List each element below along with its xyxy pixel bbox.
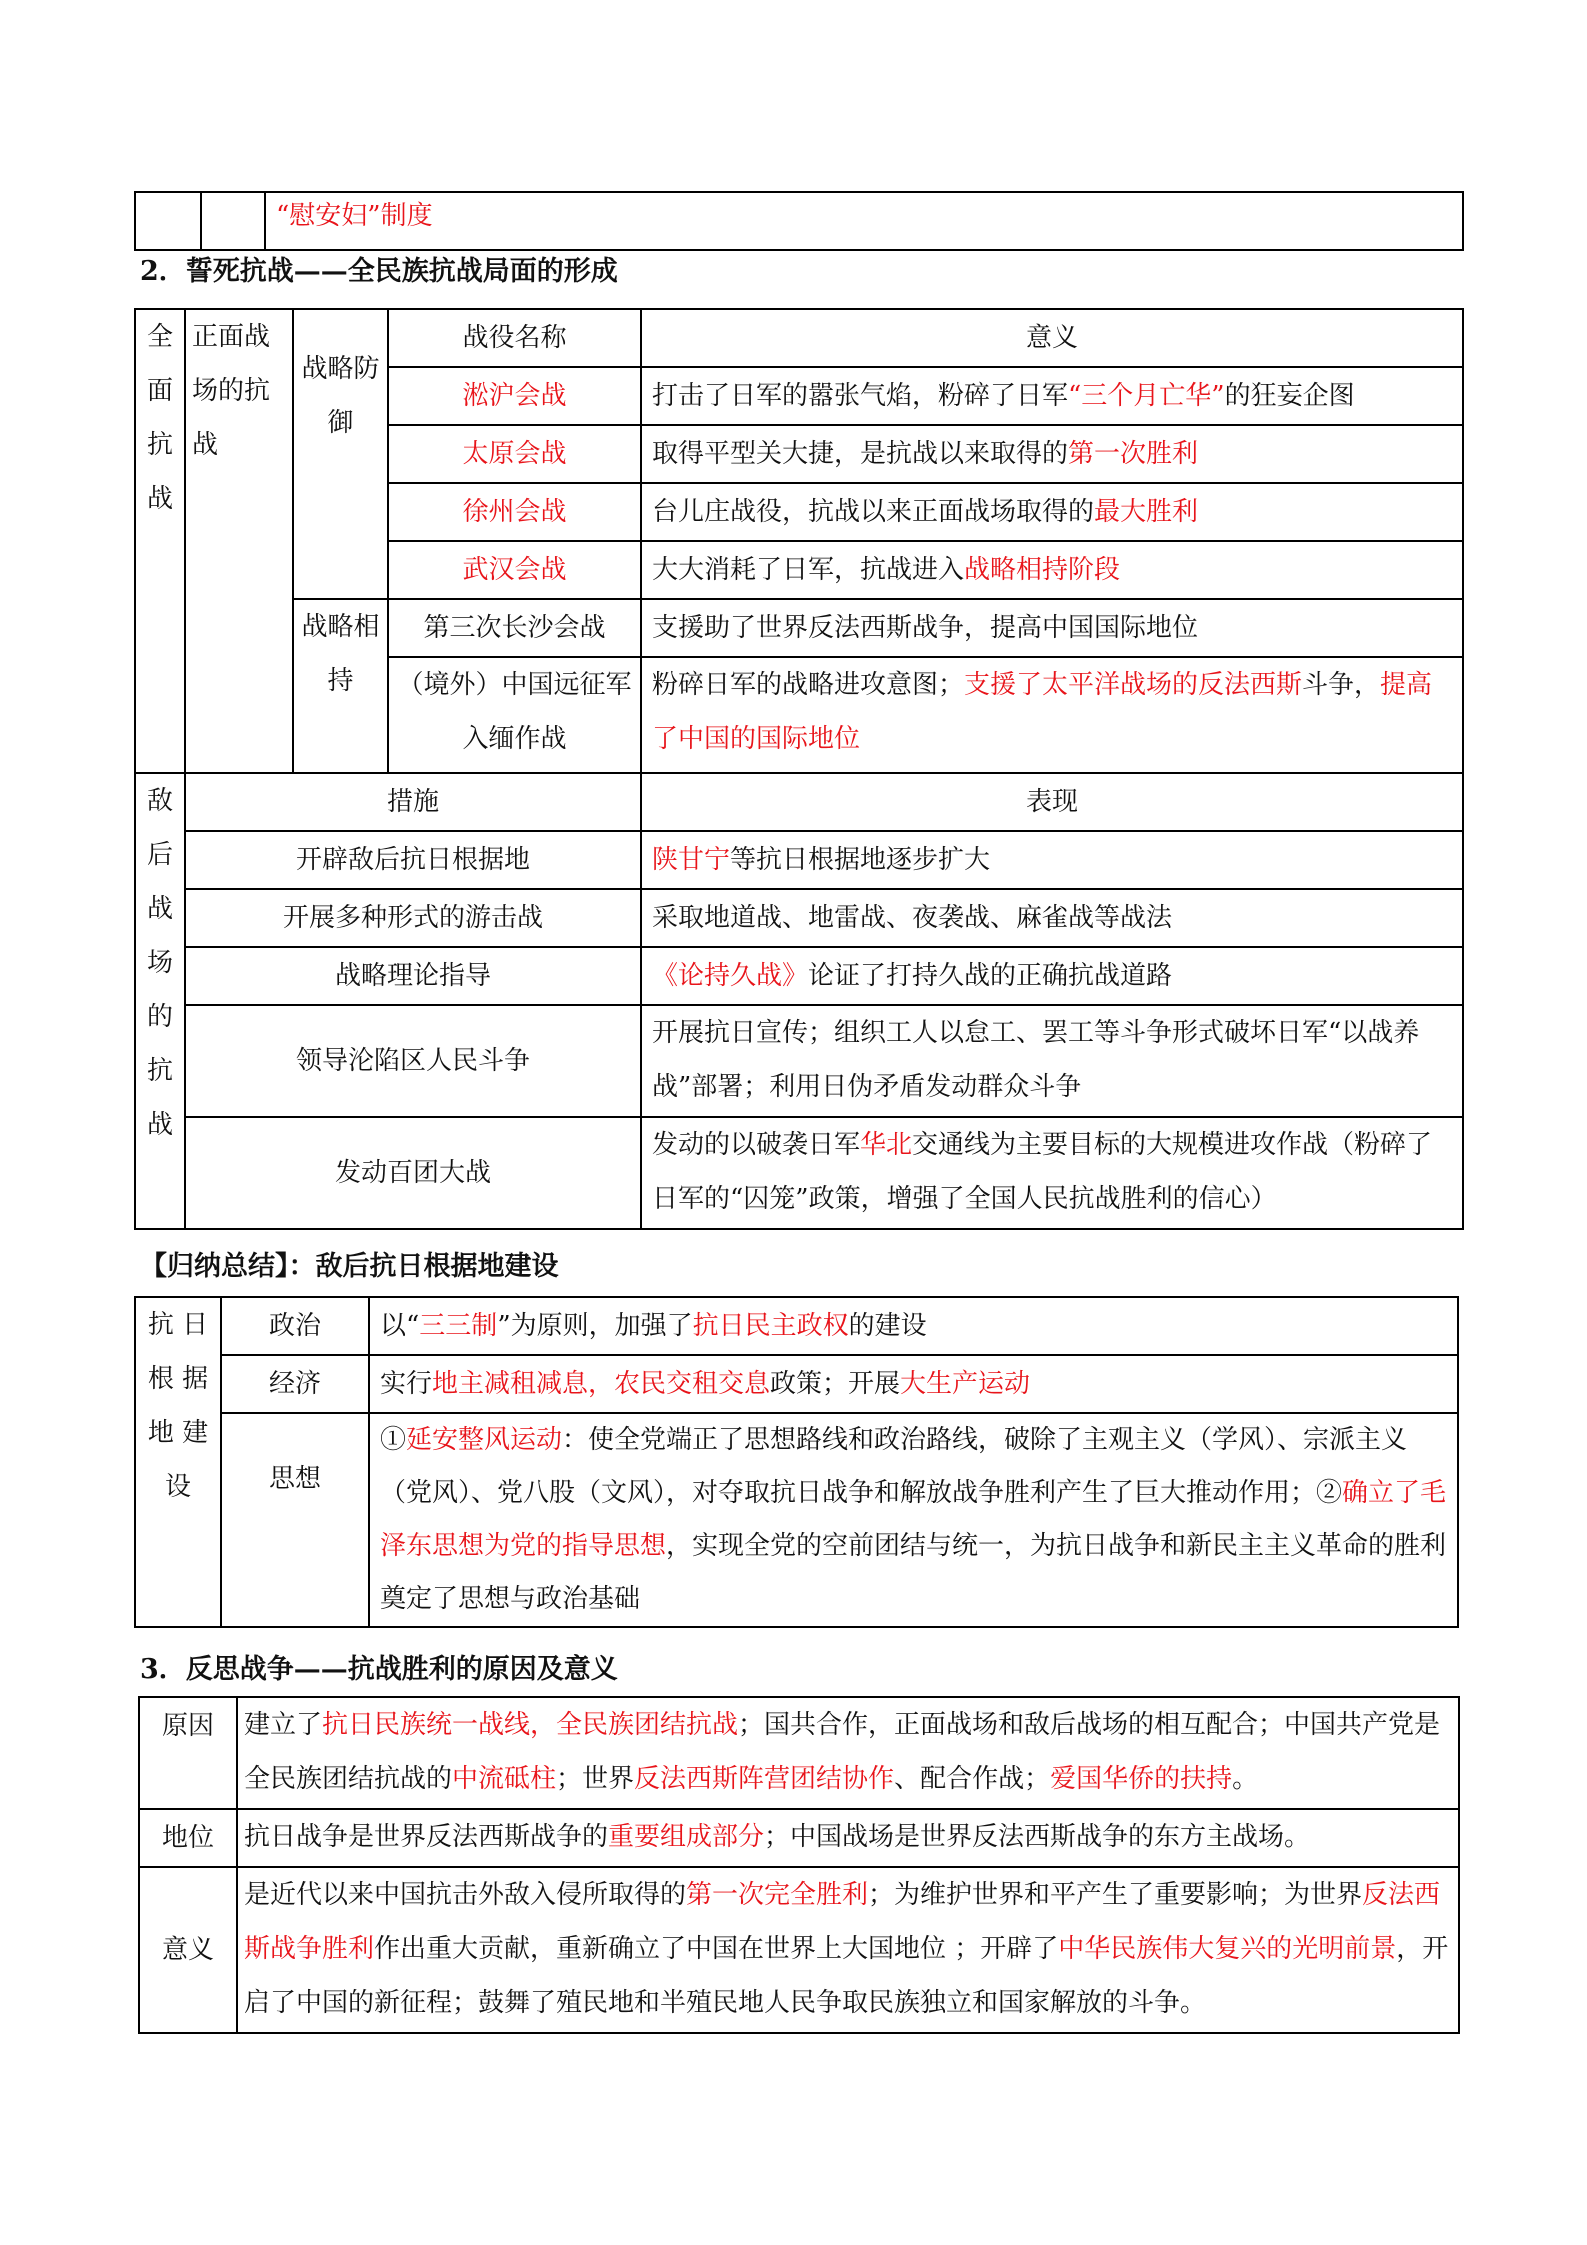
battle-meaning	[641, 425, 1463, 483]
vertical-char: 抗 日	[147, 1310, 209, 1340]
text: 建立了	[244, 1710, 323, 1740]
rear-war-label	[135, 773, 185, 1229]
stage-defense-label: 战略防御	[293, 309, 388, 599]
battle-meaning	[641, 367, 1463, 425]
battle-name: （境外）中国远征军入缅作战	[388, 657, 641, 773]
highlight-text: 地主减租减息，农民交租交息	[432, 1369, 771, 1399]
vertical-char: 战	[146, 1110, 173, 1140]
text: 取得平型关大捷，是抗战以来取得的	[652, 439, 1069, 469]
measure-name: 战略理论指导	[185, 947, 641, 1005]
vertical-char: 的	[146, 1002, 173, 1032]
highlight-text: “三个月亡华”	[1068, 381, 1225, 411]
text: 等抗日根据地逐步扩大	[730, 845, 991, 875]
measure-performance	[641, 1117, 1463, 1229]
highlight-text: 三三制	[419, 1311, 498, 1341]
highlight-text: 华北	[860, 1130, 913, 1160]
measure-performance	[641, 1005, 1463, 1117]
text: 是近代以来中国抗击外敌入侵所取得的	[244, 1880, 687, 1910]
measure-name: 开展多种形式的游击战	[185, 889, 641, 947]
highlight-text: 大生产运动	[900, 1369, 1031, 1399]
aspect-label: 思想	[221, 1413, 369, 1627]
text: 。	[1232, 1764, 1259, 1794]
highlight-text: 最大胜利	[1094, 497, 1199, 527]
text: 政策；开展	[770, 1369, 901, 1399]
highlight-text: 战略相持阶段	[964, 555, 1121, 585]
section3-heading: 3．反思战争——抗战胜利的原因及意义	[140, 1654, 618, 1685]
text: ；国共合作，正面战场和敌后战场的相互配合；中国共产党是全民族团结抗战的	[244, 1710, 1441, 1794]
highlight-text: 重要组成部分	[608, 1822, 765, 1852]
vertical-char: 战	[146, 484, 173, 514]
victory-label: 原因	[139, 1697, 237, 1809]
text: 作出重大贡献，重新确立了中国在世界上大国地位 ；开辟了	[374, 1934, 1059, 1964]
battle-name: 武汉会战	[388, 541, 641, 599]
text: 台儿庄战役，抗战以来正面战场取得的	[652, 497, 1095, 527]
text: 交通线为主要目标的大规模进攻作战（粉碎了日军的“囚笼”政策，增强了全国人民抗战胜利的信心）	[652, 1130, 1433, 1214]
highlight-text: 抗日民主政权	[692, 1311, 849, 1341]
text: ，实现全党的空前团结与统一，为抗日战争和新民主主义革命的胜利奠定了思想与政治基础	[380, 1531, 1447, 1614]
header-meaning: 意义	[641, 309, 1463, 367]
battle-name: 淞沪会战	[388, 367, 641, 425]
highlight-text: 《论持久战》	[652, 961, 809, 991]
measure-row	[135, 947, 1463, 1005]
vertical-char: 设	[164, 1472, 191, 1502]
text: 开展抗日宣传；组织工人以怠工、罢工等斗争形式破坏日军“以战养战”部署；利用日伪矛盾发动群众斗争	[652, 1018, 1420, 1102]
aspect-label: 政治	[221, 1297, 369, 1355]
text: 打击了日军的嚣张气焰，粉碎了日军	[652, 381, 1069, 411]
vertical-char: 抗	[146, 430, 173, 460]
battle-row	[135, 599, 1463, 657]
text: 的建设	[848, 1311, 927, 1341]
highlight-text: 支援了太平洋战场的反法西斯	[964, 670, 1303, 700]
highlight-text: 陕甘宁	[652, 845, 731, 875]
victory-content	[237, 1809, 1459, 1867]
text: 大大消耗了日军，抗战进入	[652, 555, 965, 585]
text: 支援助了世界反法西斯战争，提高中国国际地位	[652, 613, 1199, 643]
highlight-text: 第一次完全胜利	[686, 1880, 869, 1910]
vertical-char: 抗	[146, 1056, 173, 1086]
battle-name: 第三次长沙会战	[388, 599, 641, 657]
victory-row	[139, 1867, 1459, 2033]
text: 实行	[380, 1369, 433, 1399]
battle-meaning	[641, 483, 1463, 541]
battle-name: 徐州会战	[388, 483, 641, 541]
empty-cell	[201, 192, 265, 250]
vertical-char: 地 建	[147, 1418, 209, 1448]
highlight-text: 中华民族伟大复兴的光明前景	[1058, 1934, 1397, 1964]
victory-row	[139, 1697, 1459, 1809]
stage-stalemate-label: 战略相持	[293, 599, 388, 773]
victory-row	[139, 1809, 1459, 1867]
section2-heading: 2．誓死抗战——全民族抗战局面的形成	[140, 256, 618, 287]
summary-row	[135, 1413, 1458, 1627]
base-construction-label	[135, 1297, 221, 1627]
empty-cell	[135, 192, 201, 250]
victory-content	[237, 1697, 1459, 1809]
text: 发动的以破袭日军	[652, 1130, 861, 1160]
header-battle-name: 战役名称	[388, 309, 641, 367]
aspect-content	[369, 1413, 1458, 1627]
aspect-content	[369, 1297, 1458, 1355]
text: 斗争，	[1302, 670, 1381, 700]
measure-row	[135, 1005, 1463, 1117]
battle-meaning	[641, 599, 1463, 657]
rear-header-row	[135, 773, 1463, 831]
summary-heading: 【归纳总结】：敌后抗日根据地建设	[140, 1251, 559, 1282]
front-battlefield-label: 正面战场的抗战	[185, 309, 293, 773]
war-table	[134, 308, 1464, 1230]
text: 采取地道战、地雷战、夜袭战、麻雀战等战法	[652, 903, 1173, 933]
text: ；为维护世界和平产生了重要影响；为世界	[868, 1880, 1363, 1910]
highlight-text: 确立了毛泽东思想为党的指导思想	[380, 1478, 1447, 1561]
aspect-content	[369, 1355, 1458, 1413]
highlight-text: 反法西斯战争胜利	[244, 1880, 1441, 1964]
front-header-row	[135, 309, 1463, 367]
text: 粉碎日军的战略进攻意图；	[652, 670, 965, 700]
measure-name: 领导沦陷区人民斗争	[185, 1005, 641, 1117]
vertical-char: 全	[146, 322, 173, 352]
vertical-char: 面	[146, 376, 173, 406]
vertical-char: 战	[146, 894, 173, 924]
text: ①	[380, 1425, 407, 1455]
battle-name: 太原会战	[388, 425, 641, 483]
text: ；世界	[556, 1764, 635, 1794]
header-measure: 措施	[185, 773, 641, 831]
text: ，开启了中国的新征程；鼓舞了殖民地和半殖民地人民争取民族独立和国家解放的斗争。	[244, 1934, 1449, 2018]
measure-row	[135, 831, 1463, 889]
vertical-char: 根 据	[147, 1364, 209, 1394]
highlight-text: 反法西斯阵营团结协作	[634, 1764, 895, 1794]
text: 以“	[380, 1311, 420, 1341]
highlight-text: 延安整风运动	[406, 1425, 563, 1455]
header-performance: 表现	[641, 773, 1463, 831]
aspect-label: 经济	[221, 1355, 369, 1413]
text: 的狂妄企图	[1224, 381, 1355, 411]
top-remnant-table	[134, 191, 1464, 251]
text: 论证了打持久战的正确抗战道路	[808, 961, 1173, 991]
measure-name: 开辟敌后抗日根据地	[185, 831, 641, 889]
highlight-text: 中流砥柱	[452, 1764, 557, 1794]
vertical-char: 敌	[146, 786, 173, 816]
text: ”为原则，加强了	[497, 1311, 693, 1341]
battle-meaning	[641, 541, 1463, 599]
measure-row	[135, 889, 1463, 947]
summary-row	[135, 1355, 1458, 1413]
measure-name: 发动百团大战	[185, 1117, 641, 1229]
highlight-text: 第一次胜利	[1068, 439, 1199, 469]
measure-performance	[641, 831, 1463, 889]
comfort-women-cell: “慰安妇”制度	[265, 192, 1463, 250]
victory-content	[237, 1867, 1459, 2033]
measure-performance	[641, 947, 1463, 1005]
highlight-text: 抗日民族统一战线，全民族团结抗战	[322, 1710, 739, 1740]
base-construction-table	[134, 1296, 1459, 1628]
battle-meaning	[641, 657, 1463, 773]
summary-row	[135, 1297, 1458, 1355]
highlight-text: 爱国华侨的扶持	[1050, 1764, 1233, 1794]
measure-performance	[641, 889, 1463, 947]
measure-row	[135, 1117, 1463, 1229]
text: ：使全党端正了思想路线和政治路线，破除了主观主义（学风）、宗派主义（党风）、党八股（文风），对夺取抗日战争和解放战争胜利产生了巨大推动作用；②	[380, 1425, 1408, 1508]
vertical-char: 场	[146, 948, 173, 978]
victory-label: 意义	[139, 1867, 237, 2033]
full-war-label	[135, 309, 185, 773]
vertical-char: 后	[146, 840, 173, 870]
victory-label: 地位	[139, 1809, 237, 1867]
text: 、配合作战；	[894, 1764, 1051, 1794]
highlight-text: 提高了中国的国际地位	[652, 670, 1433, 754]
text: 抗日战争是世界反法西斯战争的	[244, 1822, 609, 1852]
text: ；中国战场是世界反法西斯战争的东方主战场。	[764, 1822, 1311, 1852]
victory-table	[138, 1696, 1460, 2034]
